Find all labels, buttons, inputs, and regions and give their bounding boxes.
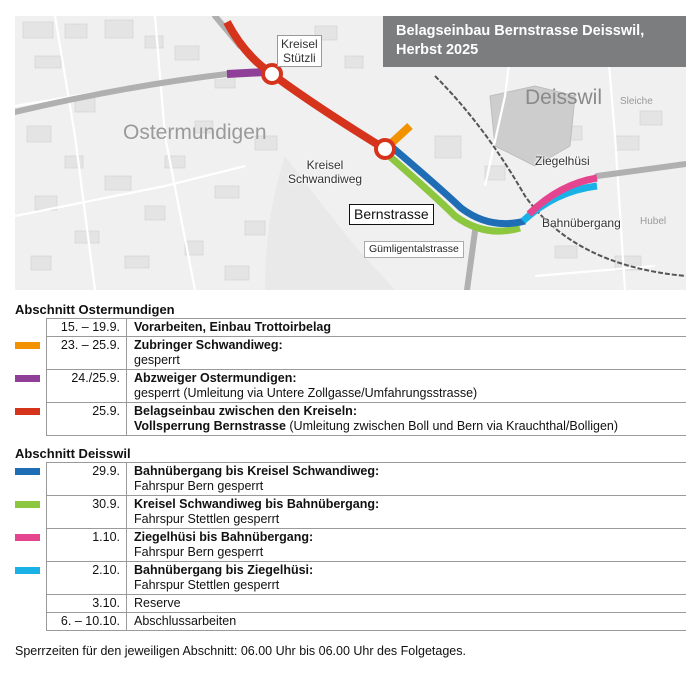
schedule-date: 23. – 25.9.	[47, 337, 127, 370]
place-deisswil: Deisswil	[525, 86, 603, 109]
schedule-detail: Vollsperrung Bernstrasse (Umleitung zwischen Boll und Bern via Krauchthal/Bolligen)	[134, 419, 619, 433]
map-title-line-2: Herbst 2025	[396, 42, 479, 58]
schedule-detail: gesperrt (Umleitung via Untere Zollgasse/Umfahrungsstrasse)	[134, 386, 478, 400]
label-bahnuebergang: Bahnübergang	[542, 216, 621, 230]
schedule-heading: Kreisel Schwandiweg bis Bahnübergang:	[134, 497, 380, 511]
schedule-detail: Fahrspur Stettlen gesperrt	[134, 578, 280, 592]
schedule-row	[15, 562, 686, 595]
schedule-date: 3.10.	[47, 595, 127, 613]
schedule-date: 1.10.	[47, 529, 127, 562]
schedule-row	[15, 613, 686, 631]
schedule-heading: Belagseinbau zwischen den Kreiseln:	[134, 404, 357, 418]
color-swatch-cell	[15, 403, 47, 436]
schedule-detail: Fahrspur Stettlen gesperrt	[134, 512, 280, 526]
color-swatch-cell	[15, 595, 47, 613]
label-kreisel-stuetzli-line2: Stützli	[283, 51, 316, 65]
roundabout-stuetzli	[263, 65, 281, 83]
schedule-date: 24./25.9.	[47, 370, 127, 403]
schedule-description	[127, 529, 687, 562]
place-hubel: Hubel	[640, 216, 667, 227]
label-ziegelhuesi: Ziegelhüsi	[535, 154, 590, 168]
schedule-row	[15, 529, 686, 562]
label-kreisel-stuetzli	[277, 35, 322, 67]
map-title-line-1: Belagseinbau Bernstrasse Deisswil,	[396, 23, 645, 39]
schedule-heading: Abzweiger Ostermundigen:	[134, 371, 297, 385]
label-guemligentalstrasse: Gümligentalstrasse	[364, 241, 464, 258]
color-swatch-cell	[15, 337, 47, 370]
schedule-heading: Vorarbeiten, Einbau Trottoirbelag	[134, 320, 332, 334]
schedule-row	[15, 319, 686, 337]
schedule-row	[15, 370, 686, 403]
schedule-heading: Bahnübergang bis Kreisel Schwandiweg:	[134, 464, 380, 478]
label-kreisel-schwandiweg	[288, 158, 362, 186]
roundabout-schwandiweg	[376, 140, 394, 158]
schedule-date: 25.9.	[47, 403, 127, 436]
schedule-heading: Bahnübergang bis Ziegelhüsi:	[134, 563, 314, 577]
schedule-date: 30.9.	[47, 496, 127, 529]
schedule-detail-strong: Vollsperrung Bernstrasse	[134, 419, 286, 433]
label-kreisel-stuetzli-line1: Kreisel	[281, 37, 318, 51]
place-ostermundigen: Ostermundigen	[123, 121, 267, 144]
schedule-description	[127, 403, 687, 436]
color-swatch-cell	[15, 562, 47, 595]
schedule-description	[127, 613, 687, 631]
color-swatch-cell	[15, 529, 47, 562]
schedule-description	[127, 337, 687, 370]
color-swatch	[15, 375, 40, 382]
schedule-date: 2.10.	[47, 562, 127, 595]
schedule-description	[127, 319, 687, 337]
schedule-description	[127, 370, 687, 403]
schedule-detail: Fahrspur Bern gesperrt	[134, 479, 264, 493]
footer-note: Sperrzeiten für den jeweiligen Abschnitt: 06.00 Uhr bis 06.00 Uhr des Folgetages.	[15, 644, 466, 658]
schedule-heading: Zubringer Schwandiweg:	[134, 338, 283, 352]
schedule-heading: Ziegelhüsi bis Bahnübergang:	[134, 530, 314, 544]
schedule-description	[127, 463, 687, 496]
color-swatch	[15, 342, 40, 349]
schedule-row	[15, 595, 686, 613]
schedule-description	[127, 496, 687, 529]
color-swatch-cell	[15, 319, 47, 337]
color-swatch	[15, 501, 40, 508]
place-sleiche: Sleiche	[620, 96, 653, 107]
color-swatch	[15, 534, 40, 541]
schedule-detail: Reserve	[134, 596, 181, 610]
section-deisswil-title: Abschnitt Deisswil	[15, 446, 131, 461]
color-swatch-cell	[15, 613, 47, 631]
schedule-description	[127, 562, 687, 595]
section-ostermundigen-title: Abschnitt Ostermundigen	[15, 302, 175, 317]
segment-purple	[227, 72, 265, 74]
schedule-detail: gesperrt	[134, 353, 180, 367]
color-swatch-cell	[15, 370, 47, 403]
color-swatch	[15, 468, 40, 475]
schedule-table-deisswil	[15, 462, 686, 631]
schedule-detail: Fahrspur Bern gesperrt	[134, 545, 264, 559]
schedule-date: 6. – 10.10.	[47, 613, 127, 631]
schedule-table-ostermundigen	[15, 318, 686, 436]
schedule-row	[15, 463, 686, 496]
color-swatch	[15, 567, 40, 574]
schedule-row	[15, 403, 686, 436]
map	[15, 16, 686, 290]
label-kreisel-schwandiweg-line1: Kreisel	[306, 158, 344, 172]
label-kreisel-schwandiweg-line2: Schwandiweg	[288, 172, 363, 186]
map-title-box	[383, 16, 686, 67]
label-bernstrasse: Bernstrasse	[349, 204, 434, 225]
schedule-detail: Abschlussarbeiten	[134, 614, 237, 628]
schedule-row	[15, 337, 686, 370]
color-swatch-cell	[15, 463, 47, 496]
schedule-description	[127, 595, 687, 613]
color-swatch	[15, 408, 40, 415]
color-swatch-cell	[15, 496, 47, 529]
schedule-date: 29.9.	[47, 463, 127, 496]
schedule-date: 15. – 19.9.	[47, 319, 127, 337]
schedule-row	[15, 496, 686, 529]
